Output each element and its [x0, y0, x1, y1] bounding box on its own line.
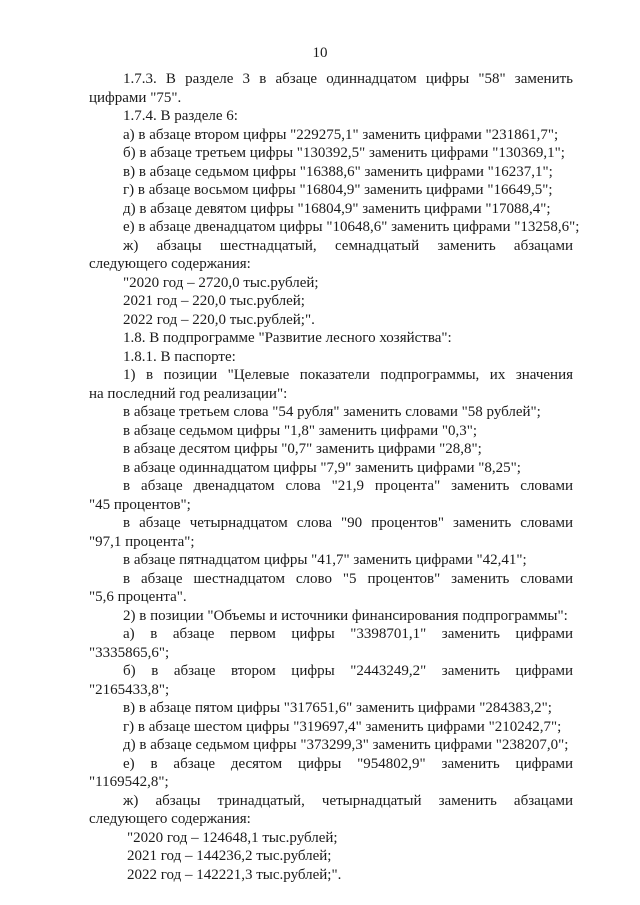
text-line: "45 процентов"; — [89, 496, 191, 513]
text-line: а) в абзаце втором цифры "229275,1" заменить цифрами "231861,7"; — [123, 126, 559, 143]
text-line: в абзаце десятом цифры "0,7" заменить цифрами "28,8"; — [123, 441, 482, 457]
text-line: в абзаце пятнадцатом цифры "41,7" заменить цифрами "42,41"; — [123, 552, 527, 568]
text-line: "2165433,8"; — [89, 681, 170, 698]
text-line: в абзаце шестнадцатом слово "5 процентов" заменить словами — [123, 570, 573, 587]
text-line: в абзаце двенадцатом слова "21,9 процента" заменить словами — [123, 478, 573, 494]
text-line: "3335865,6"; — [89, 644, 170, 661]
text-line: 1.8.1. В паспорте: — [123, 348, 236, 365]
document-body — [0, 70, 640, 884]
text-line: 2022 год – 142221,3 тыс.рублей;". — [127, 866, 342, 883]
text-line: цифрами "75". — [89, 89, 182, 106]
text-line: 1.7.4. В разделе 6: — [123, 108, 238, 124]
text-line: "2020 год – 124648,1 тыс.рублей; — [127, 829, 338, 846]
page-number: 10 — [312, 45, 328, 61]
text-line: д) в абзаце седьмом цифры "373299,3" заменить цифрами "238207,0"; — [123, 737, 569, 753]
text-line: 2021 год – 220,0 тыс.рублей; — [123, 293, 305, 309]
text-line: е) в абзаце десятом цифры "954802,9" заменить цифрами — [123, 755, 573, 772]
text-line: "5,6 процента". — [89, 589, 187, 605]
text-line: следующего содержания: — [89, 256, 251, 272]
text-line: 1.8. В подпрограмме "Развитие лесного хозяйства": — [123, 330, 452, 346]
text-line: в абзаце третьем слова "54 рубля" заменить словами "58 рублей"; — [123, 404, 541, 420]
text-line: в абзаце четырнадцатом слова "90 процентов" заменить словами — [123, 515, 573, 531]
text-line: 2) в позиции "Объемы и источники финансирования подпрограммы": — [123, 607, 568, 624]
text-line: в абзаце одиннадцатом цифры "7,9" заменить цифрами "8,25"; — [123, 459, 521, 476]
text-line: а) в абзаце первом цифры "3398701,1" заменить цифрами — [123, 626, 573, 642]
text-line: 2022 год – 220,0 тыс.рублей;". — [123, 311, 315, 328]
text-line: ж) абзацы тринадцатый, четырнадцатый заменить абзацами — [123, 792, 573, 809]
text-line: "97,1 процента"; — [89, 533, 195, 550]
text-line: в) в абзаце пятом цифры "317651,6" заменить цифрами "284383,2"; — [123, 700, 552, 716]
text-line: в) в абзаце седьмом цифры "16388,6" заменить цифрами "16237,1"; — [123, 163, 553, 180]
text-line: "2020 год – 2720,0 тыс.рублей; — [123, 274, 319, 291]
text-line: г) в абзаце шестом цифры "319697,4" заменить цифрами "210242,7"; — [123, 718, 562, 735]
text-line: 1.7.3. В разделе 3 в абзаце одиннадцатом цифры "58" заменить — [123, 71, 573, 87]
text-line: 1) в позиции "Целевые показатели подпрограммы, их значения — [123, 367, 573, 383]
text-line: в абзаце седьмом цифры "1,8" заменить цифрами "0,3"; — [123, 422, 478, 439]
text-line: г) в абзаце восьмом цифры "16804,9" заменить цифрами "16649,5"; — [123, 182, 553, 198]
text-line: на последний год реализации": — [89, 385, 288, 402]
text-line: 2021 год – 144236,2 тыс.рублей; — [127, 848, 332, 864]
text-line: б) в абзаце втором цифры "2443249,2" заменить цифрами — [123, 663, 573, 679]
text-line: е) в абзаце двенадцатом цифры "10648,6" заменить цифрами "13258,6"; — [123, 219, 580, 235]
text-line: "1169542,8"; — [89, 774, 169, 790]
text-line: ж) абзацы шестнадцатый, семнадцатый заменить абзацами — [123, 237, 573, 254]
text-line: следующего содержания: — [89, 811, 251, 827]
text-line: б) в абзаце третьем цифры "130392,5" заменить цифрами "130369,1"; — [123, 145, 565, 161]
text-line: д) в абзаце девятом цифры "16804,9" заменить цифрами "17088,4"; — [123, 200, 551, 217]
